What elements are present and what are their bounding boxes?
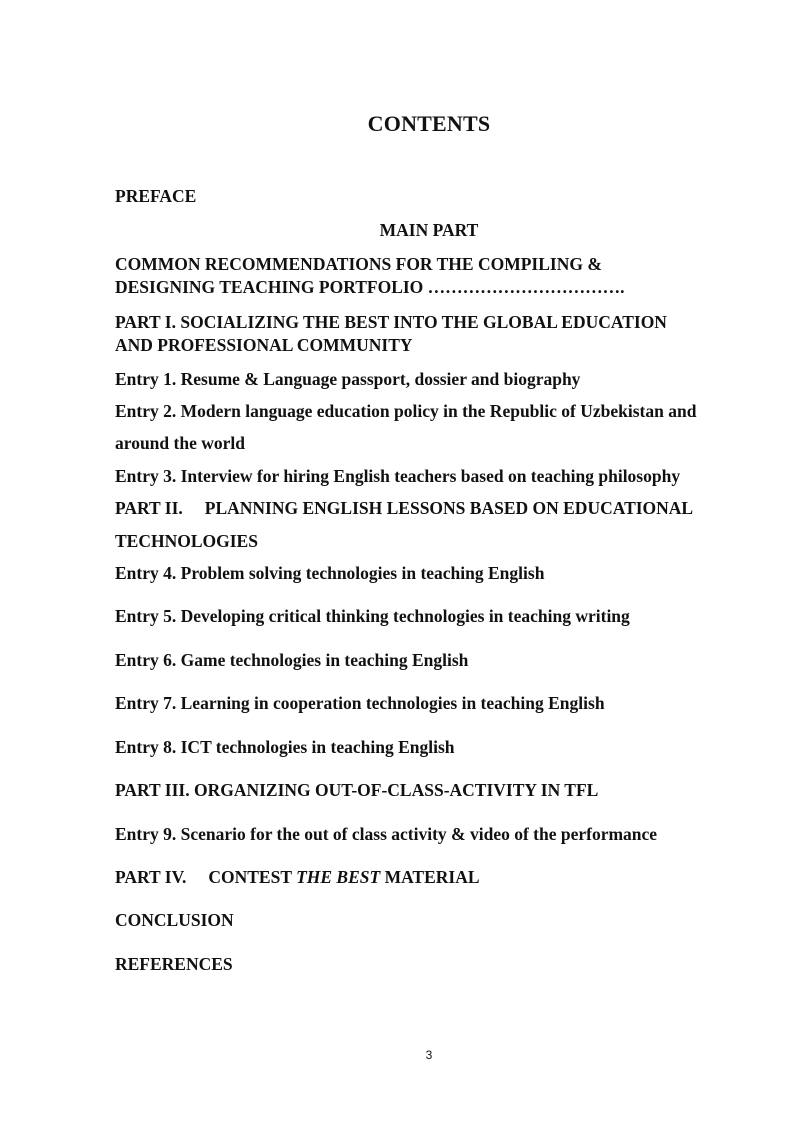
toc-common-recommendations-line1: COMMON RECOMMENDATIONS FOR THE COMPILING & — [115, 254, 602, 274]
toc-references: REFERENCES — [115, 954, 233, 974]
toc-part4-italic: THE BEST — [296, 867, 381, 887]
toc-preface: PREFACE — [115, 186, 197, 206]
toc-part2-label: PART II. — [115, 498, 183, 518]
toc-part2-title: PLANNING ENGLISH LESSONS BASED ON EDUCATIONAL — [204, 498, 694, 518]
toc-entry-4: Entry 4. Problem solving technologies in teaching English — [115, 563, 545, 583]
toc-part2-line1 — [115, 497, 693, 520]
page-number: 3 — [425, 1048, 433, 1062]
toc-entry-2-line1: Entry 2. Modern language education policy in the Republic of Uzbekistan and — [115, 401, 697, 421]
toc-part2-line2: TECHNOLOGIES — [115, 531, 258, 551]
toc-common-recommendations-line2: DESIGNING TEACHING PORTFOLIO ……………………………. — [115, 277, 625, 297]
toc-part1-line1: PART I. SOCIALIZING THE BEST INTO THE GLOBAL EDUCATION — [115, 312, 667, 332]
toc-entry-3: Entry 3. Interview for hiring English teachers based on teaching philosophy — [115, 466, 681, 486]
toc-entry-7: Entry 7. Learning in cooperation technologies in teaching English — [115, 693, 605, 713]
toc-entry-1: Entry 1. Resume & Language passport, dossier and biography — [115, 369, 581, 389]
toc-part1-line2: AND PROFESSIONAL COMMUNITY — [115, 335, 413, 355]
toc-part4-contest: CONTEST — [208, 867, 297, 887]
toc-part4-material: MATERIAL — [380, 867, 480, 887]
page-title: CONTENTS — [367, 111, 491, 136]
toc-entry-5: Entry 5. Developing critical thinking technologies in teaching writing — [115, 606, 630, 626]
toc-part4-label: PART IV. — [115, 867, 187, 887]
toc-conclusion: CONCLUSION — [115, 910, 234, 930]
toc-part3: PART III. ORGANIZING OUT-OF-CLASS-ACTIVITY IN TFL — [115, 780, 599, 800]
toc-entry-6: Entry 6. Game technologies in teaching English — [115, 650, 469, 670]
toc-part4 — [115, 866, 480, 889]
toc-main-part: MAIN PART — [379, 220, 479, 240]
toc-entry-8: Entry 8. ICT technologies in teaching English — [115, 737, 455, 757]
toc-entry-2-line2: around the world — [115, 433, 245, 453]
toc-entry-9: Entry 9. Scenario for the out of class activity & video of the performance — [115, 824, 658, 844]
